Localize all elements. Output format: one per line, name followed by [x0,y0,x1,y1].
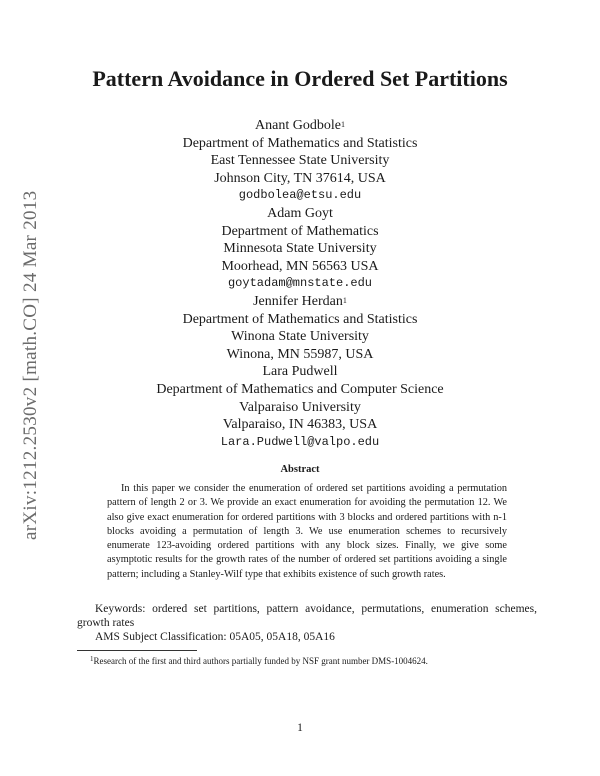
author-city: Johnson City, TN 37614, USA [214,170,386,186]
author-name: Lara Pudwell [262,364,338,380]
author-email[interactable]: goytadam@mnstate.edu [227,276,373,291]
arxiv-identifier: arXiv:1212.2530v2 [math.CO] 24 Mar 2013 [20,190,41,540]
footnote-rule [77,650,197,651]
author-univ: East Tennessee State University [210,153,390,169]
abstract-heading: Abstract [280,464,320,475]
author-city: Winona, MN 55987, USA [226,346,374,362]
keywords: Keywords: ordered set partitions, pattern avoidance, permutations, enumeration schemes, growth rates [77,603,537,629]
author-dept: Department of Mathematics and Statistics [182,311,418,327]
footnote: $^1$Research of the first and third authors partially funded by NSF grant number DMS-1004624. [90,655,428,666]
page-number: 1 [297,722,303,734]
paper-title: Pattern Avoidance in Ordered Set Partitions [92,66,508,91]
author-block [0,117,600,451]
author-univ: Winona State University [231,329,369,345]
author-city: Valparaiso, IN 46383, USA [222,417,378,433]
ams-classification: AMS Subject Classification: 05A05, 05A18, 05A16 [95,631,335,643]
author-name: Jennifer Herdan$^1$ [253,293,347,309]
author-name: Adam Goyt [267,205,333,221]
abstract-text: In this paper we consider the enumeration of ordered set partitions avoiding a permutation pattern of length 2 or 3. We provide an exact enumeration for avoiding the permutation 12. We also give exact enumeration for ordered partitions with 3 blocks and ordered partitions with n-1 blocks avoiding a permutation of length 3. We use enumeration schemes to recursively enumerate 123-avoiding ordered partitions with any block sizes. Finally, we give some asymptotic results for the growth rates of the number of ordered set partitions avoiding a single pattern; including a Stanley-Wilf type that exhibits existence of such growth rates. [107,483,507,580]
author-name: Anant Godbole$^1$ [255,118,345,133]
author-univ: Minnesota State University [223,241,377,257]
author-city: Moorhead, MN 56563 USA [221,258,379,274]
author-univ: Valparaiso University [239,399,361,415]
author-email[interactable]: Lara.Pudwell@valpo.edu [220,434,380,449]
author-dept: Department of Mathematics and Computer Science [156,381,444,397]
author-dept: Department of Mathematics [221,223,379,239]
author-email[interactable]: godbolea@etsu.edu [238,188,362,203]
author-dept: Department of Mathematics and Statistics [182,135,418,151]
